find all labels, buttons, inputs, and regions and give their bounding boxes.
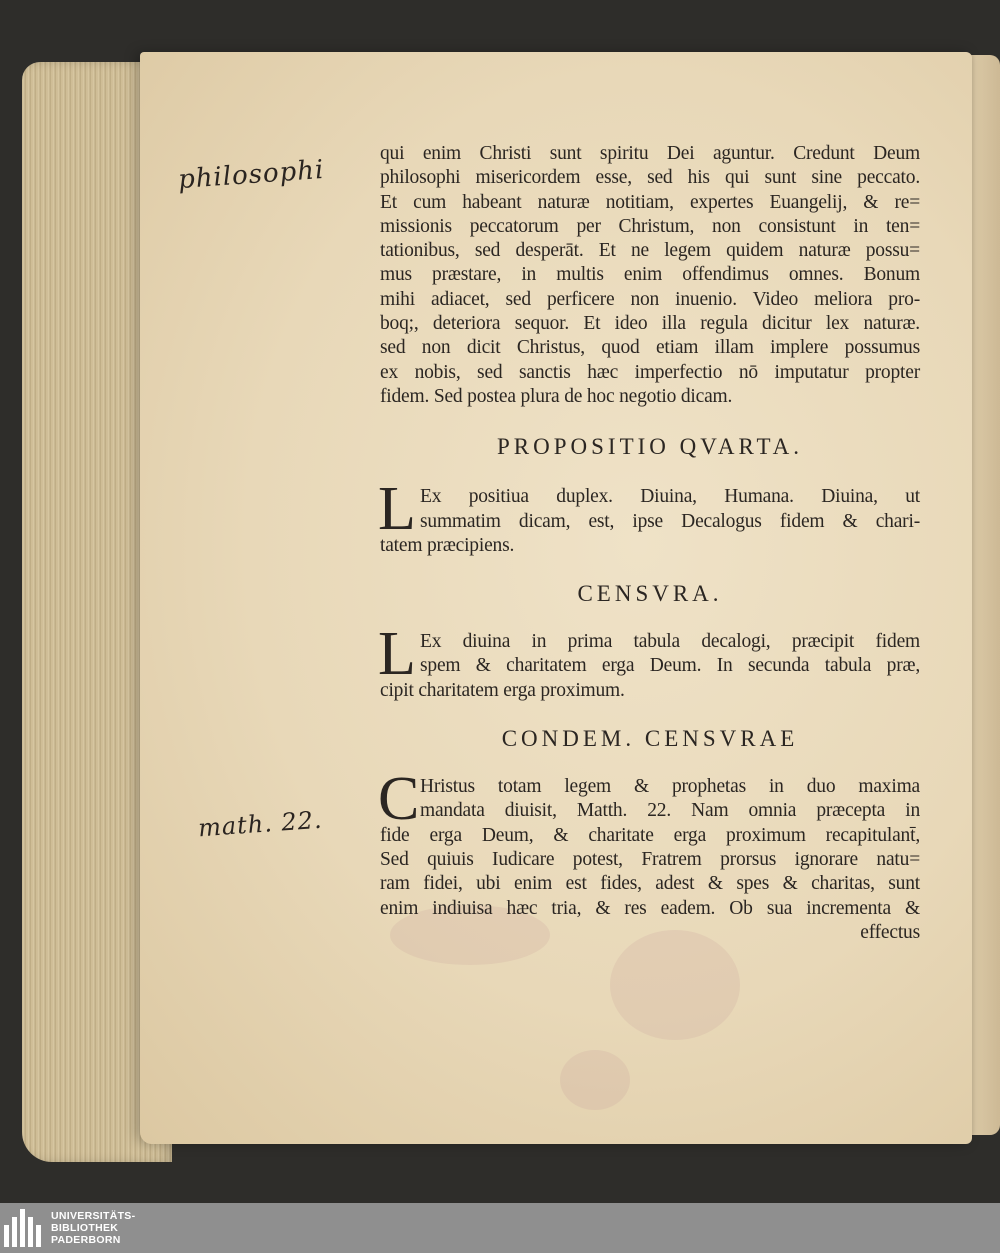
text-line: Et cum habeant naturæ notitiam, expertes Euangelij, & re= [380, 191, 920, 213]
drop-cap: C [378, 765, 420, 834]
text-line: philosophi misericordem esse, sed his qui sunt sine peccato. [380, 167, 920, 189]
footer-bar [0, 1203, 1000, 1253]
drop-cap: L [378, 475, 416, 544]
text-line: cipit charitatem erga proximum. [380, 679, 625, 701]
text-line: ex nobis, sed sanctis hæc imperfectio nō imputatur propter [380, 361, 920, 383]
text-line: summatim dicam, est, ipse Decalogus fidem & chari- [420, 510, 920, 532]
stain [610, 930, 740, 1040]
paragraph-2 [378, 475, 920, 558]
paragraph-1 [380, 142, 920, 409]
margin-note-philosophi: philosophi [177, 154, 326, 196]
logo-text [51, 1210, 135, 1246]
text-line: missionis peccatorum per Christum, non consistunt in ten= [380, 215, 920, 237]
logo-line: UNIVERSITÄTS- [51, 1210, 136, 1222]
text-line: Ex positiua duplex. Diuina, Humana. Diuina, ut [420, 486, 920, 508]
text-line: enim indiuisa hæc tria, & res eadem. Ob sua incrementa & [380, 897, 920, 919]
paragraph-3 [378, 620, 920, 703]
drop-cap: L [378, 620, 416, 689]
text-line: fidem. Sed postea plura de hoc negotio dicam. [380, 385, 733, 407]
stain [560, 1050, 630, 1110]
logo-bars-icon [4, 1209, 41, 1247]
text-line: Ex diuina in prima tabula decalogi, præcipit fidem [420, 631, 920, 653]
text-line: qui enim Christi sunt spiritu Dei aguntur. Credunt Deum [380, 143, 920, 164]
logo-line: PADERBORN [51, 1234, 121, 1246]
text-line: ram fidei, ubi enim est fides, adest & spes & charitas, sunt [380, 873, 920, 895]
text-line: tatem præcipiens. [380, 534, 515, 556]
text-line: mus præstare, in multis enim offendimus omnes. Bonum [380, 264, 920, 286]
text-line: mihi adiacet, sed perficere non inuenio. Video meliora pro- [380, 288, 920, 310]
text-line: mandata diuisit, Matth. 22. Nam omnia præcepta in [420, 800, 920, 822]
text-line: fide erga Deum, & charitate erga proximum recapitulant̄, [380, 824, 920, 846]
main-text [380, 142, 920, 945]
heading-censura: CENSVRA. [577, 581, 723, 607]
text-line: boq;, deteriora sequor. Et ideo illa regula dicitur lex naturæ. [380, 313, 920, 335]
heading-condem-censurae: CONDEM. CENSVRAE [501, 726, 799, 752]
logo-line: BIBLIOTHEK [51, 1222, 119, 1234]
catchword: effectus [860, 921, 920, 943]
text-line: Hristus totam legem & prophetas in duo maxima [420, 776, 920, 798]
library-logo [0, 1203, 170, 1253]
text-line: Sed quiuis Iudicare potest, Fratrem prorsus ignorare natu= [380, 848, 920, 870]
text-line: spem & charitatem erga Deum. In secunda tabula præ, [420, 655, 920, 677]
heading-propositio-quarta: PROPOSITIO QVARTA. [496, 434, 804, 460]
margin-note-math: math. 22. [197, 805, 324, 843]
paragraph-4 [378, 765, 920, 945]
text-line: tationibus, sed desperāt. Et ne legem quidem naturæ possu= [380, 240, 920, 262]
text-line: sed non dicit Christus, quod etiam illam implere possumus [380, 337, 920, 359]
